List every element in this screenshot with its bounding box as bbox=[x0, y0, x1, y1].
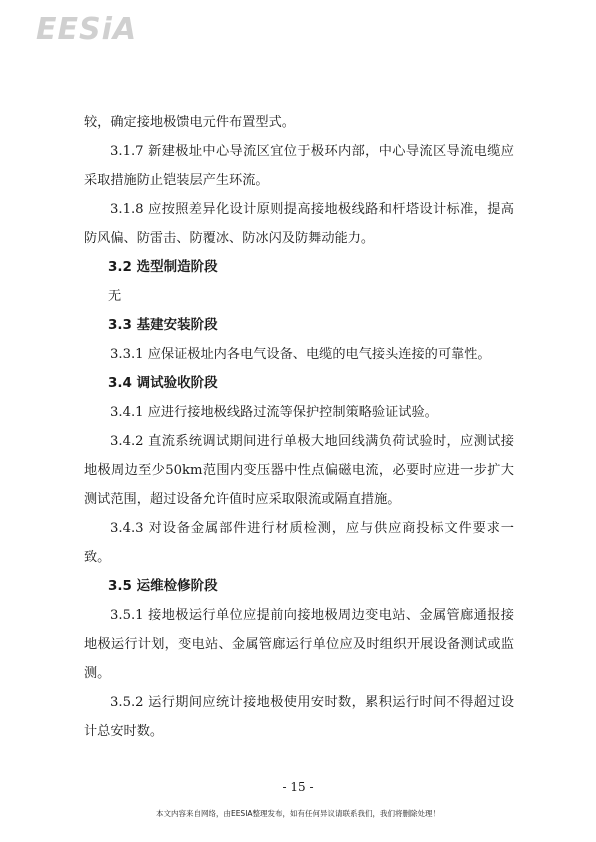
paragraph-continuation: 较，确定接地极馈电元件布置型式。 bbox=[84, 115, 295, 130]
document-body bbox=[84, 108, 514, 746]
page-number: - 15 - bbox=[282, 780, 314, 794]
heading-3-3: 3.3 基建安装阶段 bbox=[108, 317, 218, 333]
heading-3-4: 3.4 调试验收阶段 bbox=[108, 375, 218, 391]
paragraph-3-1-7: 3.1.7 新建极址中心导流区宜位于极环内部，中心导流区导流电缆应采取措施防止铠装层产生环流。 bbox=[84, 144, 514, 188]
paragraph-3-1-8: 3.1.8 应按照差异化设计原则提高接地极线路和杆塔设计标准，提高防风偏、防雷击、防覆冰、防冰闪及防舞动能力。 bbox=[84, 202, 514, 246]
paragraph-3-4-1: 3.4.1 应进行接地极线路过流等保护控制策略验证试验。 bbox=[110, 405, 438, 420]
paragraph-3-3-1: 3.3.1 应保证极址内各电气设备、电缆的电气接头连接的可靠性。 bbox=[110, 347, 491, 362]
heading-3-2: 3.2 选型制造阶段 bbox=[108, 259, 218, 275]
paragraph-3-4-3: 3.4.3 对设备金属部件进行材质检测，应与供应商投标文件要求一致。 bbox=[84, 521, 514, 565]
eesia-logo: EESiA bbox=[36, 12, 138, 47]
paragraph-none: 无 bbox=[108, 289, 122, 304]
heading-3-5: 3.5 运维检修阶段 bbox=[108, 578, 218, 594]
paragraph-3-5-1: 3.5.1 接地极运行单位应提前向接地极周边变电站、金属管廊通报接地极运行计划，变电站、金属管廊运行单位应及时组织开展设备测试或监测。 bbox=[84, 608, 514, 681]
paragraph-3-5-2: 3.5.2 运行期间应统计接地极使用安时数，累积运行时间不得超过设计总安时数。 bbox=[84, 695, 514, 739]
footer-disclaimer: 本文内容来自网络，由EESIA整理发布，如有任何异议请联系我们，我们将删除处理！ bbox=[155, 809, 441, 818]
paragraph-3-4-2: 3.4.2 直流系统调试期间进行单极大地回线满负荷试验时，应测试接地极周边至少50km范围内变压器中性点偏磁电流，必要时应进一步扩大测试范围，超过设备允许值时应采取限流或隔直措施。 bbox=[84, 434, 514, 507]
